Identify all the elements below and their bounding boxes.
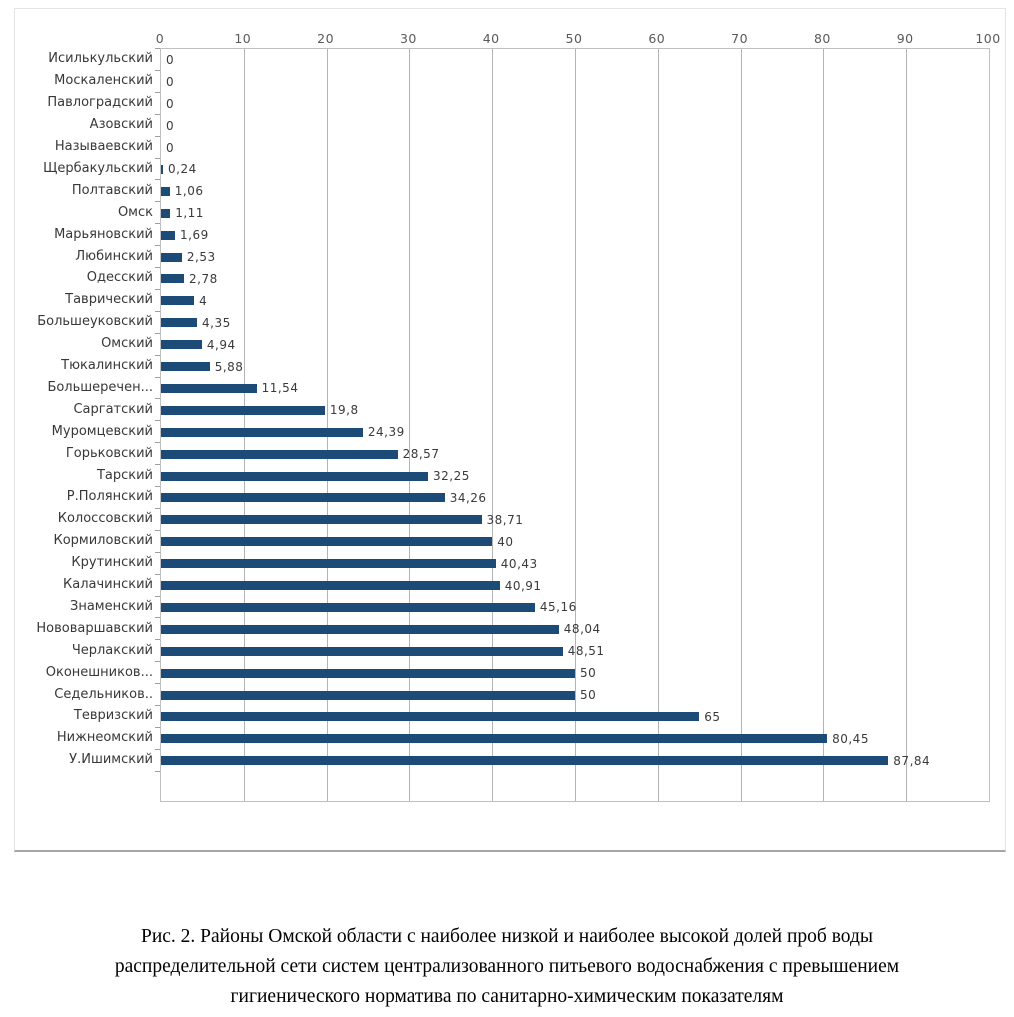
caption-line: Рис. 2. Районы Омской области с наиболее низкой и наиболее высокой долей проб воды xyxy=(140,926,874,947)
bar-value-label: 2,78 xyxy=(189,271,218,286)
category-label: Колоссовский xyxy=(57,511,153,527)
category-tick-mark xyxy=(155,136,160,137)
bar-row xyxy=(161,575,989,597)
x-tick-label: 80 xyxy=(813,31,831,46)
bar-Тарский xyxy=(161,472,428,481)
bar-row xyxy=(161,356,989,378)
bar-row xyxy=(161,290,989,312)
bar-row xyxy=(161,509,989,531)
category-label: Тюкалинский xyxy=(61,358,153,374)
category-label: Саргатский xyxy=(73,401,153,417)
bar-value-label: 0 xyxy=(166,96,175,111)
bar-Черлакский xyxy=(161,647,563,656)
category-tick-mark xyxy=(155,486,160,487)
bar-value-label: 45,16 xyxy=(539,600,577,615)
bar-row xyxy=(161,443,989,465)
category-tick-mark xyxy=(155,661,160,662)
category-tick-mark xyxy=(155,223,160,224)
category-label: Азовский xyxy=(89,117,153,133)
bar-Кормиловский xyxy=(161,537,492,546)
category-tick-mark xyxy=(155,158,160,159)
category-tick-mark xyxy=(155,464,160,465)
bar-Нижнеомский xyxy=(161,734,827,743)
bar-value-label: 1,11 xyxy=(175,206,204,221)
category-tick-mark xyxy=(155,771,160,772)
bar-value-label: 4,94 xyxy=(206,337,236,352)
category-tick-mark xyxy=(155,749,160,750)
bar-value-label: 50 xyxy=(580,666,597,681)
caption-line: распределительной сети систем централизованного питьевого водоснабжения с превышением xyxy=(114,956,900,977)
bar-Тевризский xyxy=(161,712,699,721)
category-tick-mark xyxy=(155,201,160,202)
x-tick-label: 70 xyxy=(731,31,749,46)
bar-row xyxy=(161,531,989,553)
bar-row xyxy=(161,684,989,706)
bar-value-label: 65 xyxy=(704,709,721,724)
category-label: Большеречен... xyxy=(47,379,153,395)
bar-value-label: 87,84 xyxy=(893,753,931,768)
category-tick-mark xyxy=(155,70,160,71)
bar-Крутинский xyxy=(161,559,496,568)
category-label: Р.Полянский xyxy=(66,489,153,505)
category-tick-mark xyxy=(155,92,160,93)
bar-value-label: 40,91 xyxy=(504,578,542,593)
category-tick-mark xyxy=(155,617,160,618)
bar-Большеречен... xyxy=(161,384,257,393)
category-tick-mark xyxy=(155,596,160,597)
category-label: Исилькульский xyxy=(48,51,153,67)
bar-value-label: 0,24 xyxy=(168,162,197,177)
bar-value-label: 48,51 xyxy=(567,644,605,659)
bar-row xyxy=(161,202,989,224)
bar-value-label: 19,8 xyxy=(329,403,359,418)
bar-value-label: 0 xyxy=(166,52,175,67)
bar-row xyxy=(161,246,989,268)
category-label: Знаменский xyxy=(69,598,153,614)
bar-value-label: 40,43 xyxy=(500,556,538,571)
category-label: Называевский xyxy=(54,139,153,155)
bar-row xyxy=(161,378,989,400)
x-tick-label: 40 xyxy=(482,31,500,46)
category-tick-mark xyxy=(155,705,160,706)
bar-value-label: 0 xyxy=(166,74,175,89)
bar-value-label: 80,45 xyxy=(832,731,869,746)
bar-row xyxy=(161,115,989,137)
bar-row xyxy=(161,71,989,93)
bar-Омский xyxy=(161,340,202,349)
category-tick-mark xyxy=(155,333,160,334)
bar-row xyxy=(161,224,989,246)
bar-row xyxy=(161,334,989,356)
bar-row xyxy=(161,399,989,421)
category-tick-mark xyxy=(155,530,160,531)
bar-Муромцевский xyxy=(161,428,363,437)
bar-row xyxy=(161,465,989,487)
category-tick-mark xyxy=(155,48,160,49)
category-label: Калачинский xyxy=(63,577,153,593)
bar-value-label: 28,57 xyxy=(402,447,440,462)
bar-value-label: 1,06 xyxy=(174,184,204,199)
bar-row xyxy=(161,487,989,509)
category-label: Нововаршавский xyxy=(36,620,153,636)
x-tick-label: 90 xyxy=(896,31,914,46)
bar-Горьковский xyxy=(161,450,398,459)
bar-value-label: 40 xyxy=(497,534,514,549)
category-tick-mark xyxy=(155,420,160,421)
category-label: Оконешников... xyxy=(45,664,153,680)
category-label: Таврический xyxy=(65,292,153,308)
x-tick-label: 60 xyxy=(648,31,666,46)
bar-row xyxy=(161,180,989,202)
bar-У.Ишимский xyxy=(161,756,888,765)
category-tick-mark xyxy=(155,267,160,268)
bar-Колоссовский xyxy=(161,515,482,524)
caption-line: гигиенического норматива по санитарно-химическим показателям xyxy=(230,986,784,1007)
bar-value-label: 11,54 xyxy=(261,381,299,396)
bar-row xyxy=(161,640,989,662)
category-label: Тевризский xyxy=(73,708,153,724)
bar-Большеуковский xyxy=(161,318,197,327)
category-tick-mark xyxy=(155,727,160,728)
bar-row xyxy=(161,706,989,728)
bar-value-label: 48,04 xyxy=(563,622,601,637)
bar-Таврический xyxy=(161,296,194,305)
category-tick-mark xyxy=(155,311,160,312)
bar-row xyxy=(161,618,989,640)
bar-Седельников.. xyxy=(161,691,575,700)
category-label: Горьковский xyxy=(65,445,153,461)
bar-value-label: 4,35 xyxy=(202,315,231,330)
bar-value-label: 4 xyxy=(199,293,208,308)
category-label: Тарский xyxy=(96,467,153,483)
figure-caption xyxy=(0,922,1014,1012)
bar-row xyxy=(161,750,989,772)
bar-value-label: 0 xyxy=(166,118,175,133)
category-tick-mark xyxy=(155,289,160,290)
category-label: Крутинский xyxy=(71,555,153,571)
category-label: Черлакский xyxy=(71,642,153,658)
category-label: Любинский xyxy=(75,248,153,264)
plot-area xyxy=(160,48,990,802)
bar-Р.Полянский xyxy=(161,493,445,502)
category-label: Седельников.. xyxy=(54,686,153,702)
category-label: У.Ишимский xyxy=(69,752,153,768)
bar-chart-container xyxy=(14,8,1006,852)
category-label: Марьяновский xyxy=(54,226,153,242)
bar-row xyxy=(161,312,989,334)
category-label: Кормиловский xyxy=(53,533,153,549)
bar-row xyxy=(161,728,989,750)
bar-value-label: 38,71 xyxy=(486,512,524,527)
category-tick-mark xyxy=(155,683,160,684)
category-label: Одесский xyxy=(86,270,153,286)
x-tick-label: 10 xyxy=(234,31,252,46)
category-tick-mark xyxy=(155,355,160,356)
bar-row xyxy=(161,553,989,575)
bar-Марьяновский xyxy=(161,231,175,240)
bar-row xyxy=(161,597,989,619)
category-tick-mark xyxy=(155,114,160,115)
category-tick-mark xyxy=(155,377,160,378)
bar-row xyxy=(161,268,989,290)
bar-Полтавский xyxy=(161,187,170,196)
bar-Нововаршавский xyxy=(161,625,559,634)
category-tick-mark xyxy=(155,508,160,509)
bar-row xyxy=(161,93,989,115)
bar-row xyxy=(161,421,989,443)
category-tick-mark xyxy=(155,639,160,640)
category-label: Омский xyxy=(101,336,153,352)
bar-Одесский xyxy=(161,274,184,283)
x-tick-label: 0 xyxy=(155,31,165,46)
bar-value-label: 2,53 xyxy=(186,250,216,265)
x-tick-label: 20 xyxy=(317,31,335,46)
x-tick-label: 50 xyxy=(565,31,583,46)
bar-Саргатский xyxy=(161,406,325,415)
bar-row xyxy=(161,662,989,684)
bar-Тюкалинский xyxy=(161,362,210,371)
category-label: Нижнеомский xyxy=(56,730,153,746)
bar-value-label: 34,26 xyxy=(449,490,487,505)
bar-value-label: 32,25 xyxy=(433,469,470,484)
category-label: Большеуковский xyxy=(37,314,153,330)
bar-Омск xyxy=(161,209,170,218)
bar-Знаменский xyxy=(161,603,535,612)
category-tick-mark xyxy=(155,442,160,443)
category-label: Щербакульский xyxy=(43,160,153,176)
bar-Щербакульский xyxy=(161,165,163,174)
x-tick-label: 30 xyxy=(399,31,417,46)
category-tick-mark xyxy=(155,245,160,246)
x-tick-label: 100 xyxy=(975,31,1001,46)
category-tick-mark xyxy=(155,574,160,575)
category-tick-mark xyxy=(155,179,160,180)
bar-value-label: 5,88 xyxy=(214,359,244,374)
category-label: Москаленский xyxy=(54,73,153,89)
category-label: Муромцевский xyxy=(51,423,153,439)
category-tick-mark xyxy=(155,398,160,399)
category-tick-mark xyxy=(155,552,160,553)
bar-Оконешников... xyxy=(161,669,575,678)
category-label: Полтавский xyxy=(71,182,153,198)
bar-value-label: 0 xyxy=(166,140,175,155)
bar-row xyxy=(161,137,989,159)
bar-row xyxy=(161,49,989,71)
bar-value-label: 1,69 xyxy=(180,228,209,243)
bar-row xyxy=(161,159,989,181)
bar-Любинский xyxy=(161,253,182,262)
category-label: Омск xyxy=(117,204,153,220)
bar-value-label: 24,39 xyxy=(367,425,405,440)
bar-Калачинский xyxy=(161,581,500,590)
category-label: Павлоградский xyxy=(47,95,153,111)
bar-value-label: 50 xyxy=(580,688,597,703)
